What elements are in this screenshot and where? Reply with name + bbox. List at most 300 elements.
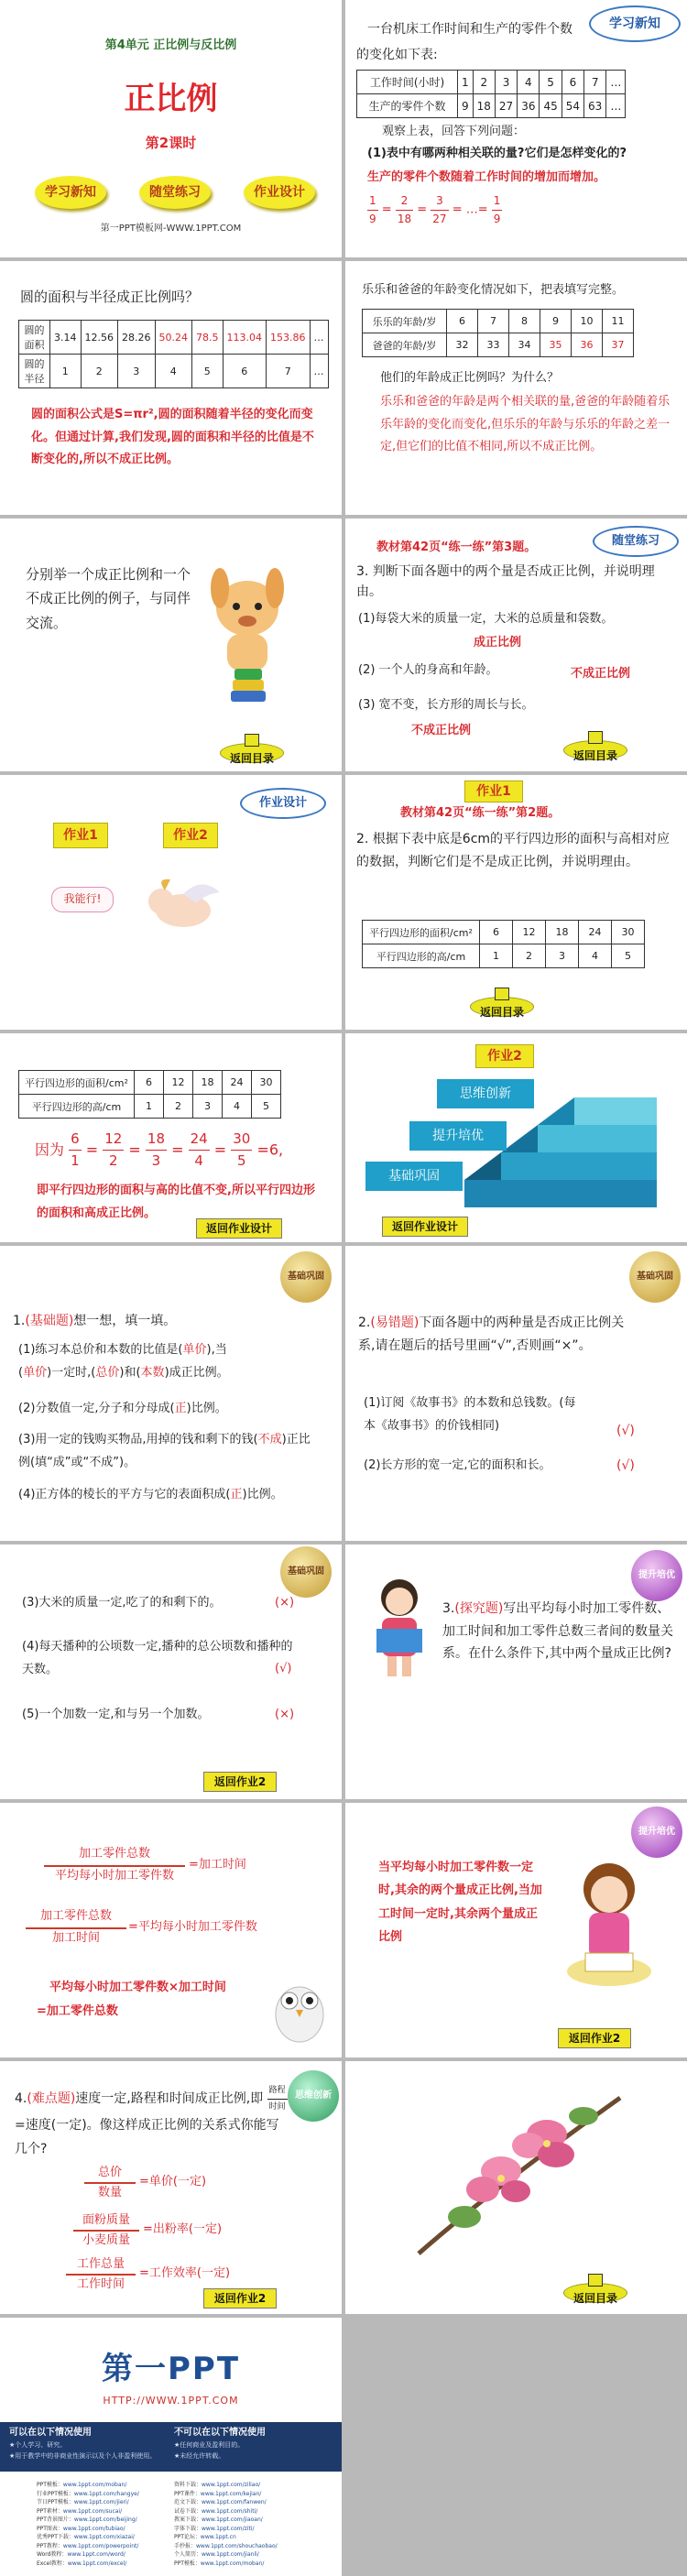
q-text-1: 速度一定,路程和时间成正比例,即	[75, 2091, 264, 2107]
formula-2-result: =平均每小时加工零件数	[128, 1920, 257, 1934]
cell: 12	[164, 1071, 193, 1095]
textbook-ref: 教材第42页“练一练”第3题。	[376, 540, 537, 554]
link-label: 手抄报：	[174, 2542, 197, 2549]
answer-1: (√)	[616, 1424, 635, 1438]
answer-1: 生产的零件个数随着工作时间的增加而增加。	[367, 170, 606, 184]
cell: 2	[164, 1095, 193, 1119]
numerator: 1	[367, 192, 378, 211]
link-row[interactable]	[37, 2533, 174, 2542]
allowed-title: 可以在以下情况使用	[9, 2428, 92, 2438]
link-label: 范文下载：	[174, 2499, 202, 2505]
slide-advance-formulas	[0, 1803, 342, 2058]
blank: 总价	[95, 1365, 120, 1380]
link-label: PPT模板：	[174, 2560, 201, 2567]
cell: 28.26	[118, 321, 156, 355]
denominator: 1	[71, 1152, 80, 1170]
link-label: PPT教程：	[37, 2542, 63, 2549]
cell: 8	[509, 310, 540, 333]
denominator: 27	[432, 212, 447, 225]
link-row[interactable]	[174, 2498, 330, 2507]
parallelogram-table	[18, 1070, 281, 1119]
slide-basic-3	[0, 1545, 342, 1799]
answer-5: (×)	[275, 1708, 295, 1721]
link-label: Excel教程：	[37, 2560, 68, 2567]
links-left	[37, 2481, 174, 2568]
cell: 27	[495, 94, 517, 118]
slide-learn-machine	[345, 0, 687, 257]
basic-badge: 基础巩固	[280, 1546, 332, 1598]
eq-3-result: =工作效率(一定)	[139, 2266, 231, 2280]
menu-practice-button[interactable]: 随堂练习	[139, 176, 211, 209]
link-url[interactable]: www.1ppt.com/jiaoan/	[202, 2516, 263, 2523]
answer: 乐乐和爸爸的年龄是两个相关联的量,爸爸的年龄随着乐乐年龄的变化而变化,但乐乐的年龄与乐乐的年龄之差一定,但它们的比值不相同,所以不成正比例。	[380, 395, 671, 454]
denominator: 4	[194, 1152, 203, 1170]
fill-4	[18, 1484, 321, 1507]
cell: 6	[135, 1071, 164, 1095]
answer-1: 成正比例	[474, 636, 522, 649]
formula-2-denominator: 加工时间	[51, 1931, 100, 1945]
intro-line-2: 的变化如下表:	[356, 48, 438, 62]
blank: 单价	[182, 1343, 207, 1357]
homework-badge: 作业设计	[240, 788, 326, 819]
cell: 18	[546, 921, 579, 944]
cell: 12.56	[81, 321, 118, 355]
fraction	[492, 192, 503, 227]
row-head: 乐乐的年龄/岁	[363, 310, 447, 333]
cell: 2	[513, 944, 546, 968]
cell: 2	[473, 71, 495, 94]
numerator: 路程	[267, 2083, 288, 2100]
cell: 7	[267, 355, 311, 388]
item-1: (1)每袋大米的质量一定，大米的总质量和袋数。	[358, 612, 614, 626]
link-row[interactable]	[174, 2550, 330, 2560]
back-to-menu-button[interactable]	[563, 2274, 627, 2305]
table-row	[19, 355, 329, 388]
fraction	[431, 192, 448, 227]
links-right	[174, 2481, 330, 2568]
cell: 10	[572, 310, 603, 333]
question-2: 他们的年龄成正比例吗？为什么？	[380, 371, 560, 385]
slide-homework-menu	[0, 775, 342, 1030]
link-label: 字体下载：	[174, 2525, 202, 2532]
back-to-homework-2-button[interactable]: 返回作业2	[558, 2028, 631, 2048]
text: )比例。	[186, 1402, 227, 1415]
answer-3: (×)	[275, 1596, 295, 1610]
cell: 37	[603, 333, 634, 357]
cell: 5	[540, 71, 562, 94]
link-row[interactable]	[37, 2550, 174, 2560]
link-row[interactable]	[174, 2490, 330, 2499]
forbidden-line: ★任何商业及盈利目的。	[174, 2441, 245, 2449]
cell: 30	[612, 921, 645, 944]
intro-line-1: 一台机床工作时间和生产的零件个数	[367, 22, 572, 37]
link-row[interactable]	[37, 2507, 174, 2516]
practice-badge: 随堂练习	[593, 526, 679, 557]
fraction	[146, 1129, 167, 1173]
link-url[interactable]: www.1ppt.com/kejian/	[200, 2490, 262, 2497]
cover-footer: 第一PPT模板网-WWW.1PPT.COM	[100, 224, 242, 234]
answer-2: 不成正比例	[571, 667, 631, 681]
fraction	[267, 2083, 288, 2114]
link-url[interactable]: www.1ppt.com/jianli/	[202, 2551, 259, 2558]
cell: 3.14	[50, 321, 82, 355]
cell: 45	[540, 94, 562, 118]
denominator: 5	[237, 1152, 246, 1170]
table-row	[357, 94, 626, 118]
slide-age	[345, 261, 687, 515]
fraction	[367, 192, 378, 227]
link-url[interactable]: www.1ppt.com/fanwen/	[202, 2499, 267, 2505]
fraction	[69, 1129, 82, 1173]
basic-badge: 基础巩固	[280, 1251, 332, 1303]
fill-1	[18, 1339, 321, 1384]
numerator: 2	[396, 192, 413, 211]
row-head: 圆的半径	[19, 355, 50, 388]
slide-basic-1	[0, 1246, 342, 1541]
link-url[interactable]: www.1ppt.com/ziti/	[202, 2525, 255, 2532]
eq-1-result: =单价(一定)	[139, 2175, 207, 2189]
cell: 9	[540, 310, 572, 333]
answer: 当平均每小时加工零件数一定时,其余的两个量成正比例,当加工时间一定时,其余两个量成正比例	[378, 1861, 542, 1945]
advance-badge: 提升培优	[631, 1550, 682, 1601]
q-num: 1.	[13, 1314, 26, 1328]
link-label: 个人简历：	[174, 2551, 202, 2558]
cell: 33	[478, 333, 509, 357]
item-2: (2) 一个人的身高和年龄。	[358, 663, 498, 677]
text: (1)练习本总价和本数的比值是(	[18, 1343, 183, 1357]
cell: 18	[193, 1071, 223, 1095]
link-label: 试卷下载：	[174, 2507, 202, 2515]
numerator: 6	[69, 1129, 82, 1151]
cell: 6	[447, 310, 478, 333]
back-arrow-icon	[245, 734, 259, 747]
cell: 1	[50, 355, 82, 388]
back-to-homework-button[interactable]: 返回作业设计	[382, 1217, 468, 1237]
link-row[interactable]	[174, 2481, 330, 2490]
fraction	[231, 1129, 252, 1173]
site-url[interactable]: HTTP://WWW.1PPT.COM	[103, 2395, 239, 2407]
link-label: PPT模板：	[37, 2482, 63, 2488]
parallelogram-table	[362, 920, 645, 968]
link-row[interactable]	[37, 2542, 174, 2551]
q-num: 2.	[358, 1315, 371, 1330]
item-4: (4)每天播种的公顷数一定,播种的总公顷数和播种的天数。	[22, 1640, 293, 1676]
link-url[interactable]: www.1ppt.com/ziliao/	[202, 2482, 261, 2488]
link-url[interactable]: www.1ppt.com/excel/	[67, 2560, 127, 2567]
table-row	[19, 1095, 281, 1119]
menu-learn-button[interactable]: 学习新知	[35, 176, 106, 209]
link-url[interactable]: www.1ppt.cn	[200, 2534, 236, 2540]
link-url[interactable]: www.1ppt.com/xiazai/	[73, 2534, 135, 2540]
cell: 30	[252, 1071, 281, 1095]
text: )一定时,(	[47, 1365, 96, 1380]
cell: 32	[447, 333, 478, 357]
text: ),当	[206, 1343, 227, 1357]
back-to-menu-button[interactable]	[563, 731, 627, 762]
basic-badge: 基础巩固	[629, 1251, 681, 1303]
table-row	[357, 71, 626, 94]
menu-homework-button[interactable]: 作业设计	[244, 176, 315, 209]
homework-2-button[interactable]: 作业2	[163, 823, 218, 848]
cell: 5	[612, 944, 645, 968]
q-tag: (探究题)	[454, 1601, 504, 1616]
fraction	[189, 1129, 210, 1173]
question-head	[442, 1598, 677, 1665]
link-row[interactable]	[37, 2525, 174, 2534]
girl-reading-icon	[369, 1572, 430, 1682]
formula-1-result: =加工时间	[189, 1858, 246, 1872]
cell: 6	[562, 71, 583, 94]
link-row[interactable]	[37, 2490, 174, 2499]
eq-2-result: =出粉率(一定)	[143, 2222, 223, 2236]
formula-3-line-2: =加工零件总数	[37, 2004, 118, 2018]
link-label: Word教程：	[37, 2551, 68, 2558]
owl-icon	[267, 1964, 332, 2047]
table-row	[19, 321, 329, 355]
cell: 9	[458, 94, 474, 118]
text: )正比例(填“成”或“不成”)。	[18, 1433, 311, 1469]
numerator: 3	[431, 192, 448, 211]
question: 乐乐和爸爸的年龄变化情况如下，把表填写完整。	[362, 283, 625, 297]
link-row[interactable]	[174, 2516, 330, 2525]
cell: 6	[223, 355, 267, 388]
link-label: PPT背景图片：	[37, 2516, 74, 2523]
link-url[interactable]: www.1ppt.com/hangye/	[73, 2490, 139, 2497]
answer: 圆的面积公式是S=πr²,圆的面积随着半径的变化而变化。但通过计算,我们发现,圆的面积和半径的比值是不断变化的,所以不成正比例。	[31, 408, 314, 467]
back-label: 返回目录	[572, 2292, 617, 2305]
cell: 18	[473, 94, 495, 118]
item-5: (5)一个加数一定,和与另一个加数。	[22, 1708, 210, 1721]
cell: 4	[223, 1095, 252, 1119]
back-arrow-icon	[588, 731, 603, 744]
fraction	[103, 1129, 124, 1173]
link-label: 教案下载：	[174, 2516, 202, 2523]
because: 因为	[35, 1141, 65, 1159]
answer: 即平行四边形的面积与高的比值不变,所以平行四边形的面积和高成正比例。	[37, 1184, 315, 1220]
cell: 34	[509, 333, 540, 357]
link-url[interactable]: www.1ppt.com/powerpoint/	[62, 2542, 139, 2549]
item-1: (1)订阅《故事书》的本数和总钱数。(每本《故事书》的价钱相同)	[364, 1396, 576, 1433]
link-label: PPT图表：	[37, 2525, 63, 2532]
slide-advance-answer	[345, 1803, 687, 2058]
text: (	[18, 1365, 24, 1380]
learn-badge: 学习新知	[589, 5, 681, 42]
cell: 24	[223, 1071, 252, 1095]
cell: 7	[584, 71, 606, 94]
blank: 正	[230, 1488, 243, 1501]
forbidden-title: 不可以在以下情况使用	[174, 2428, 266, 2438]
question: 2. 根据下表中底是6cm的平行四边形的面积与高相对应的数据，判断它们是不是成正比例，并说明理由。	[356, 832, 671, 869]
cell: 11	[603, 310, 634, 333]
row-head: 爸爸的年龄/岁	[363, 333, 447, 357]
eq-2-numerator: 面粉质量	[82, 2213, 130, 2227]
formula-2-numerator: 加工零件总数	[39, 1909, 112, 1923]
cell: 5	[252, 1095, 281, 1119]
equals: =	[417, 202, 428, 217]
link-url[interactable]: www.1ppt.com/shouchaobao/	[196, 2542, 278, 2549]
homework-tag: 作业1	[464, 780, 523, 802]
row-head: 平行四边形的面积/cm²	[19, 1071, 135, 1095]
cell: 50.24	[155, 321, 192, 355]
text: )成正比例。	[164, 1365, 229, 1380]
text: (2)分数值一定,分子和分母成(	[18, 1402, 175, 1415]
circle-table	[18, 320, 329, 388]
link-url[interactable]: www.1ppt.com/moban/	[62, 2482, 127, 2488]
link-label: 资料下载：	[174, 2482, 202, 2488]
cell: …	[310, 355, 328, 388]
back-label: 返回目录	[229, 752, 274, 765]
numerator: 24	[189, 1129, 210, 1151]
blank: 本数	[140, 1365, 165, 1380]
slide-homework-1-answer	[0, 1033, 342, 1242]
cover-title: 正比例	[124, 81, 218, 117]
back-arrow-icon	[588, 2274, 603, 2287]
cell: 36	[572, 333, 603, 357]
eq-3-numerator: 工作总量	[76, 2257, 125, 2271]
link-row[interactable]	[174, 2560, 330, 2569]
link-row[interactable]	[37, 2481, 174, 2490]
link-label: 节日PPT模板：	[37, 2499, 74, 2505]
stair-advance-button[interactable]: 提升培优	[409, 1121, 507, 1151]
cell: 63	[584, 94, 606, 118]
cell: 7	[478, 310, 509, 333]
link-url[interactable]: www.1ppt.com/word/	[67, 2551, 125, 2558]
link-url[interactable]: www.1ppt.com/jieri/	[73, 2499, 129, 2505]
link-label: PPT课件：	[174, 2490, 201, 2497]
textbook-ref: 教材第42页“练一练”第2题。	[400, 806, 561, 820]
cell: 153.86	[267, 321, 311, 355]
link-url[interactable]: www.1ppt.com/sucai/	[62, 2507, 123, 2515]
q-tag: (易错题)	[370, 1315, 420, 1330]
formula-1-numerator: 加工零件总数	[78, 1847, 150, 1861]
question-head	[15, 2083, 289, 2162]
fill-3	[18, 1429, 321, 1474]
empty-slot	[345, 2318, 687, 2576]
link-url[interactable]: www.1ppt.com/tubiao/	[62, 2525, 125, 2532]
q-text: 写出平均每小时加工零件数、加工时间和加工零件总数三者间的数量关系。在什么条件下,其中两个量成正比例?	[442, 1601, 673, 1661]
back-arrow-icon	[495, 988, 509, 1000]
slide-homework-2-menu	[345, 1033, 687, 1242]
homework-tag: 作业2	[475, 1044, 534, 1068]
denominator: 3	[151, 1152, 161, 1170]
link-url[interactable]: www.1ppt.com/beijing/	[73, 2516, 137, 2523]
back-label: 返回作业设计	[196, 1218, 282, 1239]
link-row[interactable]	[37, 2498, 174, 2507]
blank: 不成	[257, 1433, 282, 1446]
link-row[interactable]	[174, 2533, 330, 2542]
forbidden-line: ★未经允许转载。	[174, 2452, 225, 2460]
cell: 4	[518, 71, 540, 94]
cell: …	[606, 71, 626, 94]
age-table	[362, 309, 634, 357]
stair-basic-button[interactable]: 基础巩固	[365, 1162, 463, 1191]
link-label: 行业PPT模板：	[37, 2490, 74, 2497]
q-text: 下面各题中的两种量是否成正比例关系,请在题后的括号里画“√”,否则画“×”。	[358, 1315, 625, 1353]
row-head: 圆的面积	[19, 321, 50, 355]
link-row[interactable]	[37, 2560, 174, 2569]
text: )和(	[119, 1365, 141, 1380]
link-row[interactable]	[174, 2525, 330, 2534]
cell: 1	[480, 944, 513, 968]
cell: 78.5	[192, 321, 224, 355]
link-row[interactable]	[174, 2507, 330, 2516]
question-head	[13, 1312, 288, 1332]
link-label: PPT论坛：	[174, 2534, 201, 2540]
table-row	[363, 310, 634, 333]
numerator: 12	[103, 1129, 124, 1151]
q-num: 4.	[15, 2091, 27, 2107]
numerator: 18	[146, 1129, 167, 1151]
answer-4: (√)	[275, 1662, 292, 1675]
cell: 54	[562, 94, 583, 118]
slide-discuss	[0, 518, 342, 771]
homework-1-button[interactable]: 作业1	[53, 823, 108, 848]
cell: 3	[495, 71, 517, 94]
cell: 4	[579, 944, 612, 968]
slide-credits	[0, 2318, 342, 2576]
eq-2-denominator: 小麦质量	[82, 2233, 130, 2247]
usage-banner	[0, 2422, 342, 2472]
slide-basic-2	[345, 1246, 687, 1541]
q-num: 3.	[442, 1601, 455, 1616]
back-to-menu-button[interactable]	[220, 734, 284, 765]
cell: 6	[480, 921, 513, 944]
numerator: 30	[231, 1129, 252, 1151]
slide-innovation	[0, 2061, 342, 2314]
girl-book-icon	[554, 1858, 664, 1995]
item-3: (3) 宽不变，长方形的周长与长。	[358, 698, 534, 712]
item-3: (3)大米的质量一定,吃了的和剩下的。	[22, 1596, 222, 1610]
cell: 3	[118, 355, 156, 388]
cell: 12	[513, 921, 546, 944]
peach-blossom-icon	[409, 2079, 629, 2263]
item-2: (2)长方形的宽一定,它的面积和长。	[364, 1458, 551, 1472]
link-url[interactable]: www.1ppt.com/shiti/	[202, 2507, 258, 2515]
advance-badge: 提升培优	[631, 1806, 682, 1858]
link-row[interactable]	[174, 2542, 330, 2551]
q-text: 想一想，填一填。	[73, 1314, 177, 1328]
q-text-2: =速度(一定)。像这样成正比例的关系式你能写几个?	[15, 2118, 279, 2157]
stair-innovation-button[interactable]: 思维创新	[437, 1079, 534, 1108]
fill-2	[18, 1400, 227, 1418]
back-to-homework-2-button[interactable]: 返回作业2	[203, 2288, 277, 2309]
text: )比例。	[242, 1488, 283, 1501]
answer-2: (√)	[616, 1458, 635, 1473]
back-to-homework-button[interactable]	[196, 1218, 282, 1242]
eq-1-denominator: 数量	[97, 2186, 122, 2199]
back-to-homework-2-button[interactable]: 返回作业2	[203, 1772, 277, 1792]
cell: …	[310, 321, 328, 355]
cupid-icon	[128, 876, 229, 940]
back-to-menu-button[interactable]	[470, 988, 534, 1019]
text: (4)正方体的棱长的平方与它的表面积成(	[18, 1488, 231, 1501]
question: 观察上表，回答下列问题：	[382, 125, 526, 138]
equals: =	[381, 202, 392, 217]
row-head: 平行四边形的高/cm	[363, 944, 480, 968]
fraction	[396, 192, 413, 227]
row-head: 平行四边形的面积/cm²	[363, 921, 480, 944]
formula-1-denominator: 平均每小时加工零件数	[54, 1869, 174, 1883]
table-row	[363, 921, 645, 944]
slide-circle	[0, 261, 342, 515]
link-url[interactable]: www.1ppt.com/moban/	[200, 2560, 265, 2567]
denominator: 9	[369, 212, 376, 225]
link-row[interactable]	[37, 2516, 174, 2525]
ratio-row	[367, 192, 502, 227]
cell: 24	[579, 921, 612, 944]
table-row	[363, 333, 634, 357]
denominator: 2	[109, 1152, 118, 1170]
